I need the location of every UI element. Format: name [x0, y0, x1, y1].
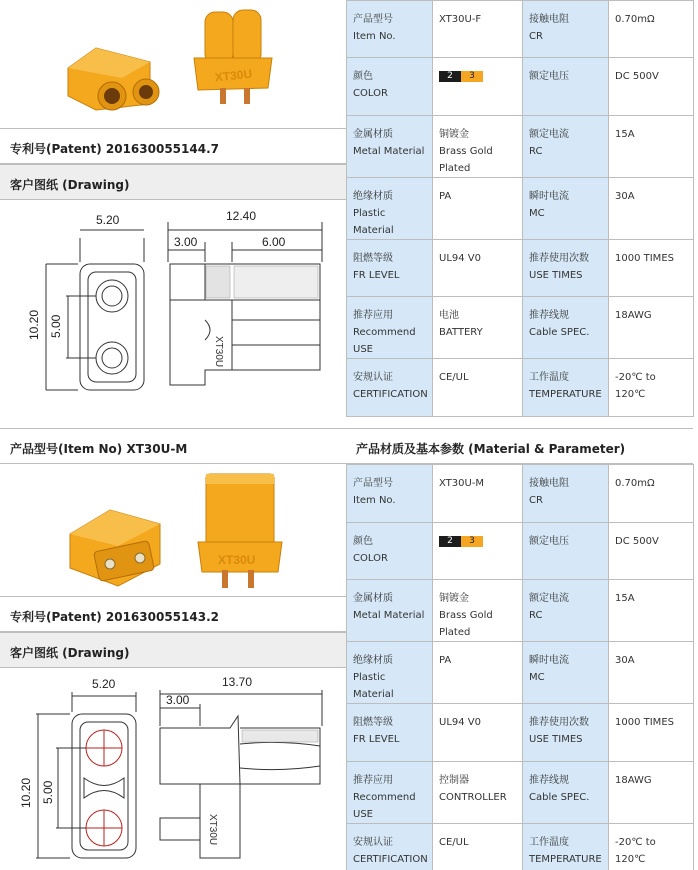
xt30u-f-spec-table-wrap [346, 0, 693, 404]
front-view-outline [80, 264, 144, 390]
spec-row-recommend: 推荐应用 Recommend USE 控制器 CONTROLLER 推荐线规 Cable SPEC. 18AWG [347, 762, 694, 824]
drawing-heading: 客户图纸 (Drawing) [0, 164, 346, 200]
xt30u-f-product-photo [0, 0, 346, 128]
item-number-heading: 产品型号(Item No) XT30U-M [0, 428, 346, 464]
spec-label-en: Item No. [353, 31, 396, 42]
xt30u-m-panel [0, 428, 698, 870]
dim-offset: 3.00 [166, 693, 190, 707]
connector-standing-image [194, 10, 272, 104]
spec-row-color: 颜色 COLOR 2 3 额定电压 DC 500V [347, 523, 694, 580]
spec-row-plastic: 绝缘材质 Plastic Material PA 瞬时电流 MC 30A [347, 178, 694, 240]
spec-value: XT30U-F [439, 14, 482, 25]
dim-height: 10.20 [27, 309, 41, 340]
xt30u-m-left [0, 428, 346, 870]
drawing-heading: 客户图纸 (Drawing) [0, 632, 346, 668]
spec-row-item: 产品型号 Item No. XT30U-F 接触电阻 CR 0.70mΩ [347, 1, 694, 58]
side-marking: XT30U [207, 814, 218, 846]
color-swatch-black: 2 [439, 71, 461, 82]
spec-row-recommend: 推荐应用 Recommend USE 电池 BATTERY 推荐线规 Cable SPEC. 18AWG [347, 297, 694, 359]
dim-length: 12.40 [226, 209, 257, 223]
xt30u-f-spec-table [346, 0, 694, 417]
dim-pitch: 5.00 [49, 314, 63, 338]
color-swatch-orange: 3 [461, 536, 483, 547]
xt30u-f-panel [0, 0, 698, 404]
connector-standing-image [198, 474, 282, 588]
xt30u-f-technical-drawing [0, 200, 346, 404]
parameter-heading: 产品材质及基本参数 (Material & Parameter) [346, 428, 693, 464]
color-swatch-black: 2 [439, 536, 461, 547]
spec-row-cert: 安规认证 CERTIFICATION CE/UL 工作温度 TEMPERATURE -20℃ to 120℃ [347, 824, 694, 870]
side-marking: XT30U [213, 336, 224, 368]
dim-offset: 3.00 [174, 235, 198, 249]
spec-row-plastic: 绝缘材质 Plastic Material PA 瞬时电流 MC 30A [347, 642, 694, 704]
spec-row-cert: 安规认证 CERTIFICATION CE/UL 工作温度 TEMPERATURE -20℃ to 120℃ [347, 359, 694, 417]
connector-lying-image [68, 48, 159, 110]
dim-width: 5.20 [92, 677, 116, 691]
dim-pitch: 5.00 [41, 780, 55, 804]
color-swatch-orange: 3 [461, 71, 483, 82]
spec-label-zh: 产品型号 [353, 14, 393, 25]
spec-row-fr-level: 阻燃等级 FR LEVEL UL94 V0 推荐使用次数 USE TIMES 1000 TIMES [347, 704, 694, 762]
patent-number: 专利号(Patent) 201630055144.7 [0, 128, 346, 164]
svg-text:XT30U: XT30U [214, 66, 253, 85]
patent-number: 专利号(Patent) 201630055143.2 [0, 596, 346, 632]
spec-row-metal: 金属材质 Metal Material 铜镀金 Brass Gold Plated 额定电流 RC 15A [347, 116, 694, 178]
spec-row-color: 颜色 COLOR 2 3 额定电压 DC 500V [347, 58, 694, 116]
xt30u-m-spec-table [346, 464, 694, 870]
dim-width: 5.20 [96, 213, 120, 227]
spec-row-fr-level: 阻燃等级 FR LEVEL UL94 V0 推荐使用次数 USE TIMES 1000 TIMES [347, 240, 694, 297]
spec-row-metal: 金属材质 Metal Material 铜镀金 Brass Gold Plated 额定电流 RC 15A [347, 580, 694, 642]
dim-length: 13.70 [222, 675, 253, 689]
dim-height: 10.20 [19, 777, 33, 808]
xt30u-f-left [0, 0, 346, 404]
xt30u-m-spec-table-wrap [346, 428, 693, 870]
dim-pin-length: 6.00 [262, 235, 286, 249]
side-view-outline [160, 716, 240, 784]
connector-lying-image [70, 510, 160, 586]
xt30u-m-product-photo [0, 464, 346, 596]
svg-text:XT30U: XT30U [218, 553, 256, 567]
xt30u-m-technical-drawing [0, 668, 346, 870]
spec-row-item: 产品型号 Item No. XT30U-M 接触电阻 CR 0.70mΩ [347, 465, 694, 523]
